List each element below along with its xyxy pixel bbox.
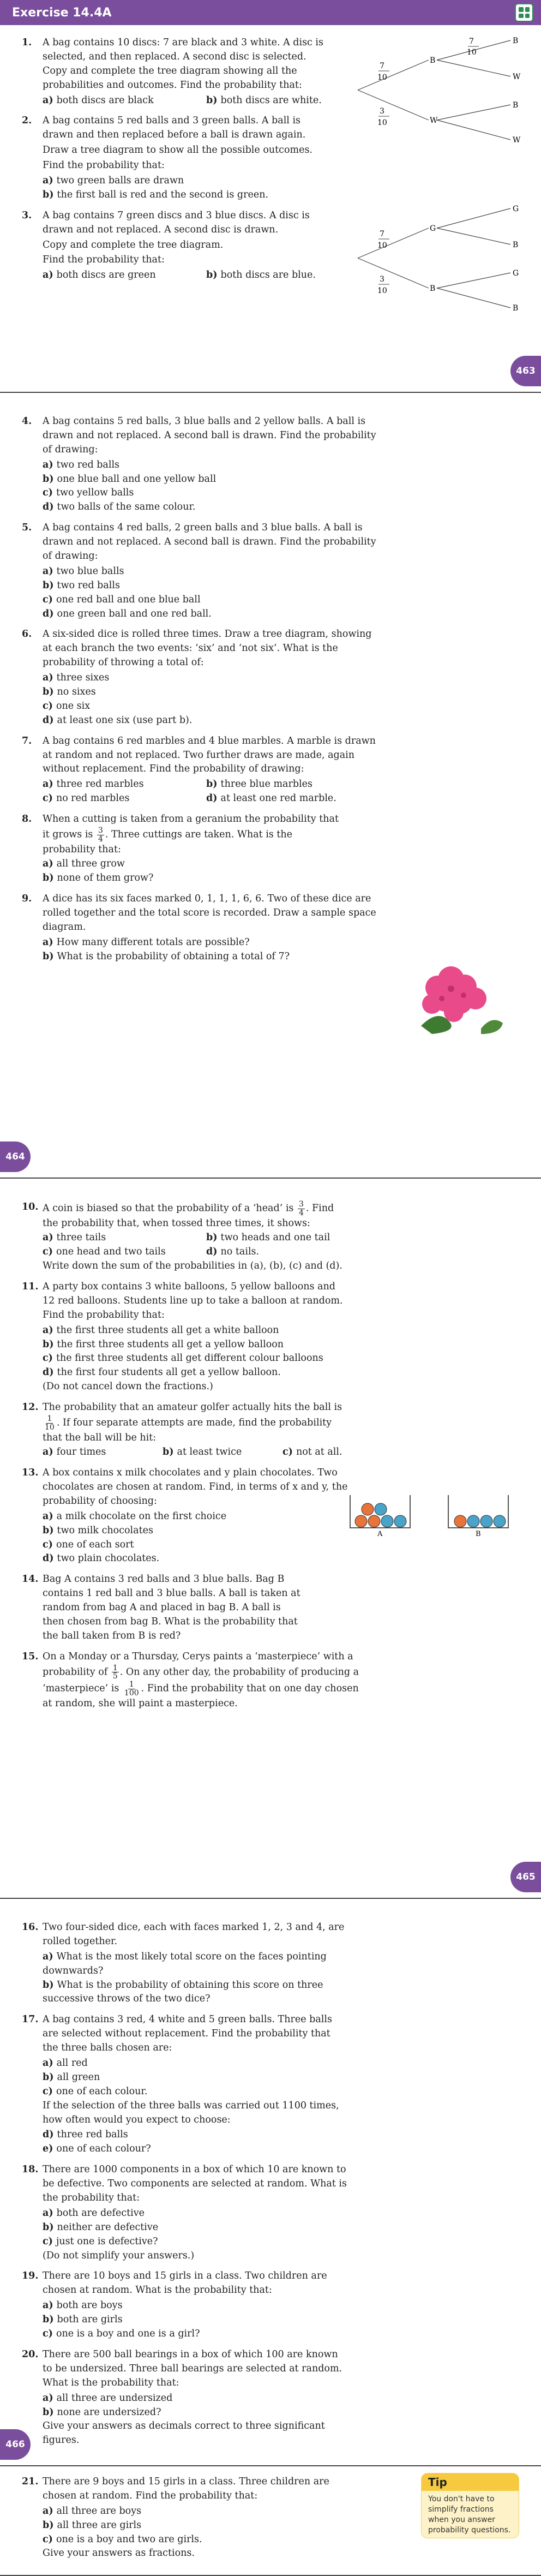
- page-number: 463: [510, 356, 541, 386]
- page-number: 465: [510, 1862, 541, 1892]
- svg-text:7: 7: [380, 230, 384, 238]
- question-12: 12. The probability that an amateur golfer actually hits the ball is $\frac{1}{10}$ . If four separate attempts are made, find the probability that the ball will be hit: a) four times b) at least twice c) not at all.: [22, 1402, 342, 1458]
- svg-text:10: 10: [377, 241, 387, 250]
- svg-text:W: W: [513, 73, 521, 81]
- svg-text:B: B: [513, 101, 519, 110]
- svg-text:10: 10: [467, 48, 477, 57]
- svg-text:G: G: [513, 205, 519, 213]
- svg-text:A: A: [377, 1530, 383, 1538]
- fraction: $\frac{1}{10}$: [45, 1414, 55, 1432]
- fraction: $\frac{3}{4}$: [298, 1200, 304, 1217]
- svg-text:3: 3: [380, 107, 384, 116]
- question-16: 16. Two four-sided dice, each with faces marked 1, 2, 3 and 4, are rolled together. a) What is the most likely total score on the faces pointing downwards? b) What is the probability of obtaining this score on three successive throws of the two dice?: [22, 1922, 345, 2005]
- question-2: 2. A bag contains 5 red balls and 3 green balls. A ball is drawn and then replaced before a ball is drawn again. Draw a tree diagram to show all the possible outcomes. Find the probability that: a) two green balls are drawn b) the first ball is red and the second is green.: [22, 115, 312, 200]
- page-number: 464: [0, 1141, 31, 1172]
- svg-text:10: 10: [377, 73, 387, 82]
- exercise-title: Exercise 14.4A: [12, 5, 112, 20]
- fraction: $\frac{1}{100}$: [124, 1680, 139, 1698]
- tip-body: You don't have to simplify fractions when you answer probability questions.: [428, 2495, 511, 2535]
- question-9: 9. A dice has its six faces marked 0, 1, 1, 1, 6, 6. Two of these dice are rolled together and the total score is recorded. Draw a sample space diagram. a) How many different totals are possible? b) What is the probability of obtaining a total of 7?: [22, 893, 376, 962]
- question-17: 17. A bag contains 3 red, 4 white and 5 green balls. Three balls are selected without replacement. Find the probability that the three balls chosen are: a) all red b) all green c) one of each colour. If the selection of the three balls was carried out 1100 times, how often would you expect to choose: d) three red balls e) one of each colour?: [22, 2014, 339, 2155]
- svg-text:G: G: [430, 224, 436, 233]
- question-14: 14. Bag A contains 3 red balls and 3 blue balls. Bag B contains 1 red ball and 3 blue balls. A ball is taken at random from bag A and placed in bag B. A ball is then chosen from bag B. What is the probability that the ball taken from B is red?: [22, 1574, 300, 1641]
- question-7: 7. A bag contains 6 red marbles and 4 blue marbles. A marble is drawn at random and not replaced. Two further draws are made, again without replacement. Find the probability of drawing: a) three red marbles b) three blue marbles c) no red marbles d) at least one red marble.: [22, 735, 376, 804]
- page-number: 466: [0, 2429, 31, 2460]
- svg-text:B: B: [430, 56, 436, 65]
- question-1: 1. A bag contains 10 discs: 7 are black and 3 white. A disc is selected, and then replaced. A second disc is selected. Copy and complete the tree diagram showing all the probabilities and outcomes. Find the probability that: a) both discs are black b) both discs are white.: [22, 37, 324, 106]
- svg-text:W: W: [430, 116, 438, 125]
- frac-num: 7: [380, 62, 384, 70]
- svg-text:G: G: [513, 269, 519, 278]
- question-8: 8. When a cutting is taken from a geranium the probability that it grows is $\frac{3}{4}$ . Three cuttings are taken. What is the probability that: a) all three grow b) none of them grow?: [22, 814, 339, 884]
- question-6: 6. A six-sided dice is rolled three times. Draw a tree diagram, showing at each branch the two events: ‘six’ and ‘not six’. What is the probability of throwing a total of: a) three sixes b) no sixes c) one six d) at least one six (use part b).: [22, 629, 372, 726]
- question-10: 10. A coin is biased so that the probability of a ‘head’ is $\frac{3}{4}$ . Find the probability that, when tossed three times, it shows: a) three tails b) two heads and one tail c) one head and two tails d) no tails. Write down the sum of the probabilities in (a), (b), (c) and (d).: [22, 1200, 342, 1272]
- question-11: 11. A party box contains 3 white balloons, 5 yellow balloons and 12 red balloons. Students line up to take a balloon at random. Find the probability that: a) the first three students all get a white balloon b) the first three students all get a yellow balloon c) the first three students all get different colour balloons d) the first four students all get a yellow balloon. (Do not cancel down the fractions.): [22, 1281, 343, 1392]
- bags-diagram: [345, 1490, 519, 1539]
- geranium-photo: [399, 955, 508, 1037]
- svg-text:10: 10: [377, 118, 387, 127]
- page-466: [0, 1899, 541, 2466]
- question-5: 5. A bag contains 4 red balls, 2 green balls and 3 blue balls. A ball is drawn and not replaced. A second ball is drawn. Find the probability of drawing: a) two blue balls b) two red balls c) one red ball and one blue ball d) one green ball and one red ball.: [22, 522, 376, 619]
- svg-text:B: B: [513, 241, 519, 249]
- tree-diagram-1: [347, 33, 532, 147]
- question-15: 15. On a Monday or a Thursday, Cerys paints a ‘masterpiece’ with a probability of $\frac{1}{5}$ . On any other day, the probability of producing a ‘masterpiece’ is $\frac{1}{100}$ . Find the probability that on one day chosen at random, she will paint a masterpiece.: [22, 1651, 359, 1710]
- fraction: $\frac{1}{5}$: [112, 1663, 118, 1681]
- question-13: 13. A box contains x milk chocolates and y plain chocolates. Two chocolates are chosen at random. Find, in terms of x and y, the probability of choosing: a) a milk chocolate on the first choice b) two milk chocolates c) one of each sort d) two plain chocolates.: [22, 1467, 348, 1564]
- svg-text:B: B: [513, 304, 519, 313]
- calculator-icon: [515, 3, 533, 22]
- tip-box: [421, 2473, 519, 2538]
- question-4: 4. A bag contains 5 red balls, 3 blue balls and 2 yellow balls. A ball is drawn and not replaced. A second ball is drawn. Find the probability of drawing: a) two red balls b) one blue ball and one yellow ball c) two yellow balls d) two balls of the same colour.: [22, 416, 376, 513]
- question-18: 18. There are 1000 components in a box of which 10 are known to be defective. Two components are selected at random. What is the probability that: a) both are defective b) neither are defective c) just one is defective? (Do not simplify your answers.): [22, 2164, 347, 2261]
- svg-text:B: B: [513, 37, 519, 45]
- page-464: [0, 393, 541, 1179]
- page-465: [0, 1179, 541, 1899]
- page-continuation: [0, 2466, 541, 2576]
- tree-diagram-2: [347, 201, 532, 315]
- svg-text:B: B: [476, 1530, 481, 1538]
- svg-text:W: W: [513, 136, 521, 145]
- question-19: 19. There are 10 boys and 15 girls in a class. Two children are chosen at random. What is the probability that: a) both are boys b) both are girls c) one is a boy and one is a girl?: [22, 2270, 327, 2340]
- svg-text:B: B: [430, 284, 436, 293]
- question-21: 21. There are 9 boys and 15 girls in a class. Three children are chosen at random. Find the probability that: a) all three are boys b) all three are girls c) one is a boy and two are girls. Give your answers as fractions.: [22, 2476, 329, 2559]
- svg-text:10: 10: [377, 286, 387, 295]
- svg-text:7: 7: [469, 37, 474, 46]
- exercise-header: [0, 0, 541, 25]
- svg-text:3: 3: [380, 275, 384, 284]
- question-3: 3. A bag contains 7 green discs and 3 blue discs. A disc is drawn and not replaced. A second disc is drawn. Copy and complete the tree diagram. Find the probability that: a) both discs are green b) both discs are blue.: [22, 210, 316, 281]
- page-463: [0, 0, 541, 393]
- fraction: $\frac{3}{4}$: [98, 826, 103, 844]
- question-20: 20. There are 500 ball bearings in a box of which 100 are known to be undersized. Three ball bearings are selected at random. What is the probability that: a) all three are undersized b) none are undersized? Give your answers as decimals correct to three significant figures.: [22, 2348, 342, 2446]
- tip-title: Tip: [422, 2473, 519, 2491]
